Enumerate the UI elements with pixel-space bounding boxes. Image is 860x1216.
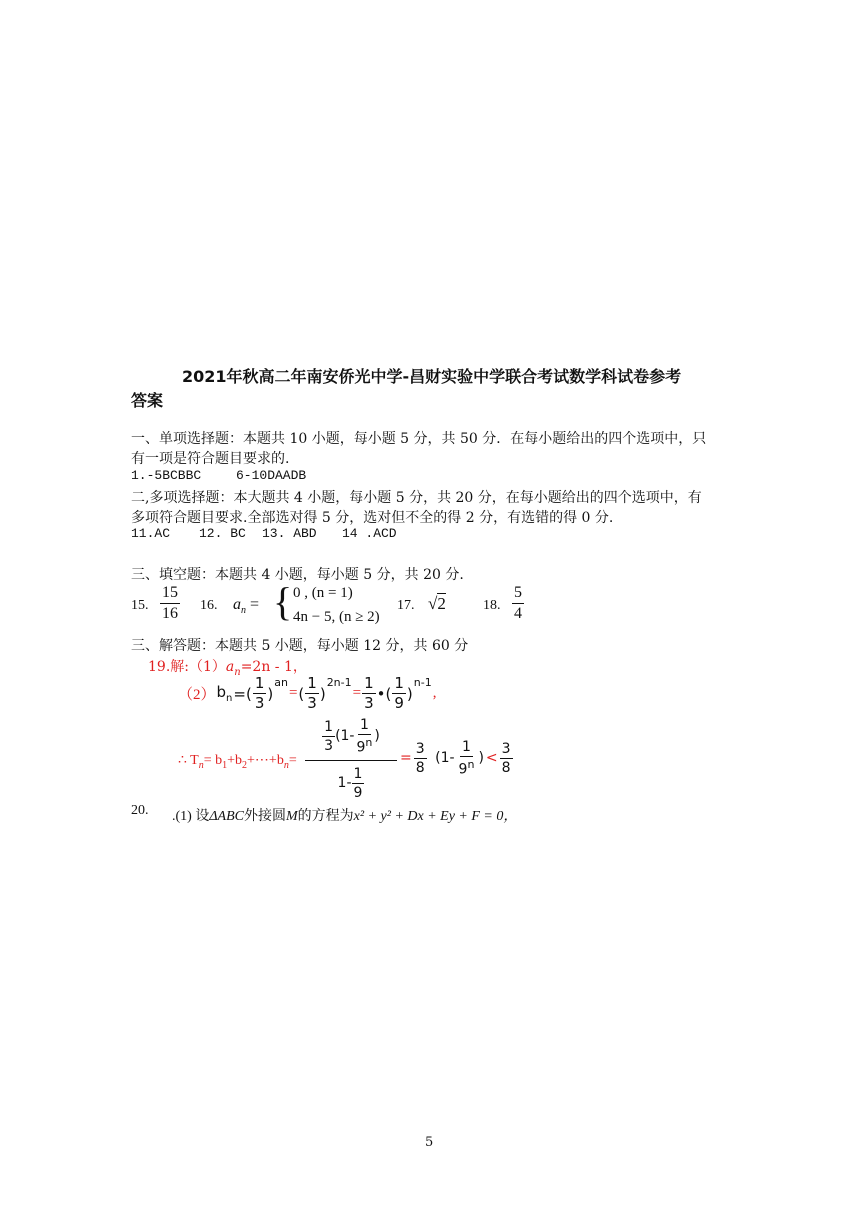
page-title: 2021年秋高二年南安侨光中学-昌财实验中学联合考试数学科试卷参考	[182, 367, 682, 386]
q19-T-sub: n	[198, 759, 204, 771]
q19-sum-b1: = b	[203, 753, 223, 768]
q20-text-post: 的方程为	[297, 809, 354, 824]
q20-equation: x² + y² + Dx + Ey + F = 0，	[353, 809, 518, 824]
q19-frac-1-9: $\frac{1}{9}$	[394, 674, 404, 712]
q19-frac-1-3-b: $\frac{1}{3}$	[307, 674, 317, 712]
q19-big-numerator: $\frac{1}{3}$ (1- $\frac{1}{9^n}$ )	[324, 716, 380, 756]
q20-M: M	[286, 809, 298, 824]
q19-close-paren-b: )	[319, 684, 326, 703]
section1-heading: 一、单项选择题：本题共 10 小题，每小题 5 分，共 50 分．在每小题给出的四个选项中，只	[131, 431, 707, 447]
q19-exp-an: an	[274, 676, 288, 689]
q19-frac-1-3-a: $\frac{1}{3}$	[254, 674, 265, 712]
q19-part2-label: （2）	[178, 687, 216, 703]
section1-heading-continued: 有一项是符合题目要求的.	[131, 451, 290, 467]
q19-sum-lhs: ∴ $T_n=$ $b_1+b_2+\cdots+b_n=$	[178, 753, 297, 771]
q16-case2: 4n − 5, (n ≥ 2)	[293, 609, 380, 625]
q15-numerator: 15	[160, 585, 180, 604]
section2-heading: 二,多项选择题：本大题共 4 小题，每小题 5 分，共 20 分，在每小题给出的四个选项中，有	[131, 490, 702, 506]
page-number: 5	[425, 1135, 434, 1150]
q18-denominator: 4	[514, 605, 522, 622]
q18-label: 18.	[483, 598, 501, 613]
q19-less-than: <	[485, 750, 498, 767]
q15-fraction	[160, 585, 180, 622]
q20-triangle: ΔABC	[209, 809, 244, 824]
section2-answer-14: 14 .ACD	[342, 526, 397, 541]
section2-answer-11: 11.AC	[131, 526, 171, 541]
q20-label: 20.	[131, 803, 149, 818]
q15-denominator: 16	[162, 605, 178, 622]
section2-heading-continued: 多项符合题目要求.全部选对得 5 分，选对但不全的得 2 分，有选错的得 0 分.	[131, 510, 614, 526]
q17-radicand: 2	[437, 594, 446, 613]
q19-result: = $\frac{3}{8}$ (1- $\frac{1}{9^n}$ ) < $\frac{3}{8}$	[400, 739, 511, 778]
q16-case1: 0 , (n = 1)	[293, 585, 353, 601]
q19-big-denominator: 1- $\frac{1}{9}$	[337, 765, 363, 801]
q19-label: 19.解:（1）	[148, 659, 226, 675]
q17-sqrt	[428, 594, 446, 614]
q20-text-pre: .(1) 设	[172, 809, 210, 824]
q19-eq-open: =(	[233, 684, 252, 703]
q16-label: 16.	[200, 598, 218, 613]
q19-result-eq: =	[400, 750, 412, 767]
q19-part1	[148, 656, 307, 678]
q19-exp-2n1: 2n-1	[326, 676, 352, 689]
section1-answers-6-10: 6-10DAADB	[236, 468, 307, 483]
q15-label: 15.	[131, 598, 149, 613]
q19-exp-n1: n-1	[413, 676, 432, 689]
q19-sum-bn: +⋯+b	[247, 753, 284, 768]
q19-big-fraction	[305, 714, 397, 803]
q16-a: a	[233, 596, 241, 613]
q19-b-sub: n	[226, 693, 233, 704]
q19-a: a	[225, 659, 235, 675]
q19-part1-rhs: =2n - 1，	[240, 659, 307, 675]
q19-close-paren-c: )	[406, 684, 413, 703]
q19-frac-1-3-c: $\frac{1}{3}$	[364, 674, 374, 712]
q16-a-sub: n	[241, 605, 246, 617]
q19-a-sub: n	[234, 666, 241, 678]
section1-answers-1-5: 1.-5BCBBC	[131, 468, 202, 483]
q19-part2: （2） $b_n$ =( $\frac{1}{3}$ ) $^{an}$ = ( $\frac{1}{3}$ ) $^{2n-1}$ = $\frac{1}{3}$ •( $\frac{1}{9}$ ) $^{n-1}$ ,	[178, 674, 437, 712]
q19-therefore: ∴ T	[178, 753, 199, 768]
section2-answer-12: 12. BC	[199, 526, 246, 541]
q19-b: $b_n$	[216, 683, 233, 704]
q18-numerator: 5	[512, 585, 524, 604]
sqrt-icon: √	[428, 594, 438, 613]
q19-close-paren-a: )	[267, 684, 274, 703]
q20-statement	[172, 805, 517, 825]
q16-brace: {	[273, 579, 293, 624]
q19-one-minus: (1-	[335, 728, 355, 744]
q19-sum-eq: =	[288, 753, 297, 768]
q20-text-mid: 外接圆	[244, 809, 286, 824]
q17-label: 17.	[397, 598, 415, 613]
section4-heading: 三、解答题：本题共 5 小题，每小题 12 分，共 60 分	[131, 638, 469, 654]
q16-lhs: $a_n$ =	[233, 596, 260, 617]
q19-den-lead: 1-	[337, 775, 352, 791]
section3-heading: 三、填空题：本题共 4 小题，每小题 5 分，共 20 分.	[131, 567, 464, 583]
q18-fraction	[512, 585, 524, 622]
section2-answer-13: 13. ABD	[262, 526, 317, 541]
q19-sum-b2: +b	[227, 753, 243, 768]
page-title-continued: 答案	[131, 391, 164, 410]
